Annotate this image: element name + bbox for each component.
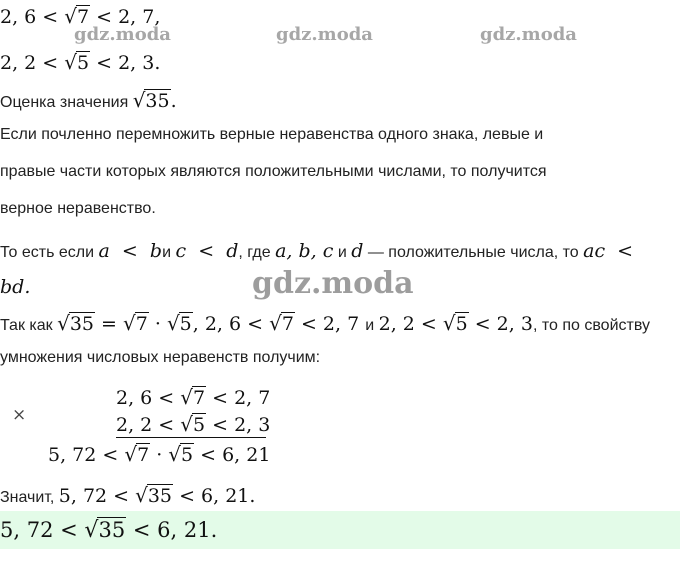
- column-rule: [116, 437, 266, 438]
- watermark: gdz.moda: [276, 24, 373, 45]
- inequality-sqrt5: 2, 2 < √5 < 2, 3.: [0, 50, 161, 74]
- column-row-1: 2, 6 < √7 < 2, 7: [116, 385, 271, 409]
- watermark: gdz.moda: [74, 24, 171, 45]
- final-answer: 5, 72 < √35 < 6, 21.: [0, 518, 218, 543]
- rule-statement: То есть если a < bи c < d, где a, b, c и d — положительные числа, то ac <: [0, 240, 634, 262]
- column-result: 5, 72 < √7 · √5 < 6, 21: [48, 442, 271, 466]
- paragraph-line: правые части которых являются положительными числами, то получится: [0, 163, 547, 180]
- rule-statement-end: bd.: [0, 276, 31, 298]
- inequality-sqrt7: 2, 6 < √7 < 2, 7,: [0, 4, 161, 28]
- paragraph-line: верное неравенство.: [0, 200, 156, 217]
- watermark-large: gdz.moda: [252, 266, 414, 301]
- estimate-label: Оценка значения: [0, 94, 129, 111]
- column-row-2: 2, 2 < √5 < 2, 3: [116, 412, 271, 436]
- estimate-heading: Оценка значения √35.: [0, 88, 177, 112]
- paragraph-line: Если почленно перемножить верные неравенства одного знака, левые и: [0, 126, 544, 143]
- paragraph-line: умножения числовых неравенств получим:: [0, 349, 321, 366]
- since-statement: Так как √35 = √7 · √5, 2, 6 < √7 < 2, 7 и 2, 2 < √5 < 2, 3, то по свойству: [0, 311, 650, 335]
- times-sign: ×: [12, 405, 27, 425]
- conclusion: Значит, 5, 72 < √35 < 6, 21.: [0, 483, 256, 507]
- watermark: gdz.moda: [480, 24, 577, 45]
